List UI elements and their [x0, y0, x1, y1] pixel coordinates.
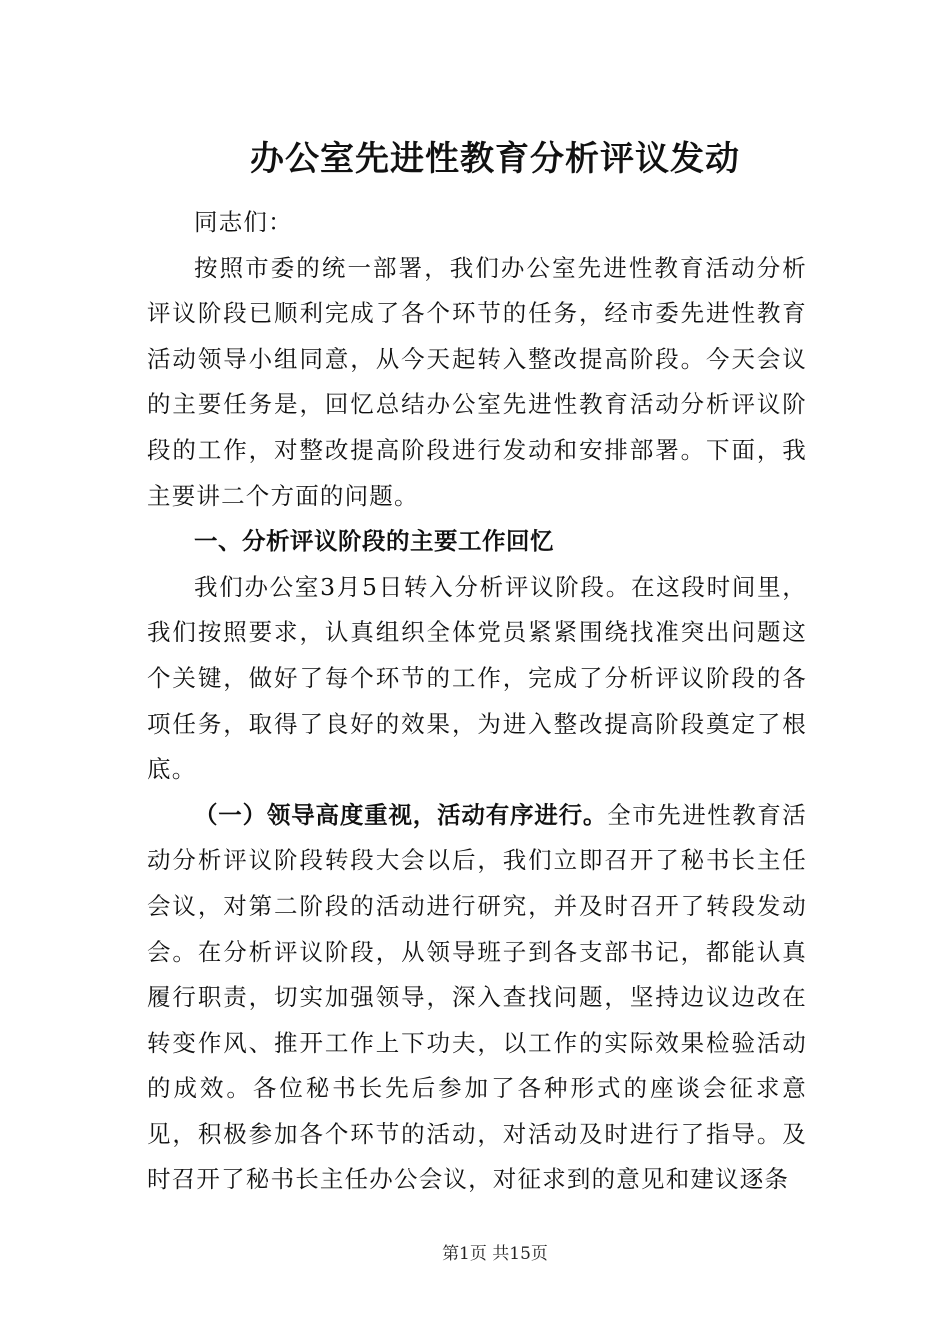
document-body	[147, 200, 807, 1203]
subsection-1-paragraph	[147, 793, 807, 1203]
salutation: 同志们：	[194, 208, 293, 236]
document-title: 办公室先进性教育分析评议发动	[250, 139, 740, 179]
intro-paragraph: 按照市委的统一部署，我们办公室先进性教育活动分析评议阶段已顺利完成了各个环节的任务，经市委先进性教育活动领导小组同意，从今天起转入整改提高阶段。今天会议的主要任务是，回忆总结办公室先进性教育活动分析评议阶段的工作，对整改提高阶段进行发动和安排部署。下面，我主要讲二个方面的问题。	[147, 253, 807, 510]
section-heading-1: 一、分析评议阶段的主要工作回忆	[194, 527, 554, 556]
subsection-1-body: 全市先进性教育活动分析评议阶段转段大会以后，我们立即召开了秘书长主任会议，对第二阶段的活动进行研究，并及时召开了转段发动会。在分析评议阶段，从领导班子到各支部书记，都能认真履行职责，切实加强领导，深入查找问题，坚持边议边改在转变作风、推开工作上下功夫，以工作的实际效果检验活动的成效。各位秘书长先后参加了各种形式的座谈会征求意见，积极参加各个环节的活动，对活动及时进行了指导。及时召开了秘书长主任办公会议，对征求到的意见和建议逐条	[147, 800, 808, 1194]
subsection-1-lead: （一）领导高度重视，活动有序进行。	[194, 800, 608, 829]
section-1-paragraph: 我们办公室3月5日转入分析评议阶段。在这段时间里，我们按照要求，认真组织全体党员紧紧围绕找准突出问题这个关键，做好了每个环节的工作，完成了分析评议阶段的各项任务，取得了良好的效果，为进入整改提高阶段奠定了根底。	[147, 572, 807, 784]
page-indicator: 第1页 共15页	[442, 1244, 548, 1264]
